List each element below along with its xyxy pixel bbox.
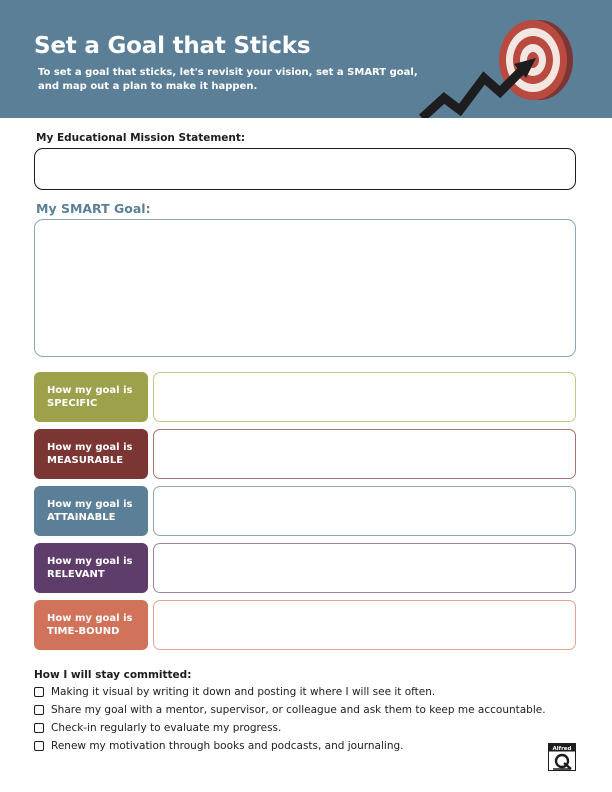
specific-tag: [34, 372, 148, 422]
attainable-tag-line2: ATTAINABLE: [47, 512, 116, 523]
target-with-arrow-icon: [418, 14, 578, 118]
checkbox[interactable]: [34, 741, 44, 751]
time-bound-input[interactable]: [153, 600, 576, 650]
alfred-logo: [548, 743, 576, 771]
measurable-tag-line2: MEASURABLE: [47, 455, 124, 466]
subtitle-line-2: and map out a plan to make it happen.: [38, 81, 258, 92]
time-bound-tag: [34, 600, 148, 650]
specific-tag-line2: SPECIFIC: [47, 398, 98, 409]
page-subtitle: [38, 66, 438, 94]
commitment-title: How I will stay committed:: [34, 669, 192, 681]
relevant-tag-line2: RELEVANT: [47, 569, 105, 580]
relevant-input[interactable]: [153, 543, 576, 593]
measurable-input[interactable]: [153, 429, 576, 479]
logo-text: Alfred: [552, 746, 572, 752]
relevant-tag: [34, 543, 148, 593]
measurable-tag: [34, 429, 148, 479]
specific-input[interactable]: [153, 372, 576, 422]
mission-label: My Educational Mission Statement:: [36, 132, 246, 144]
specific-tag-line1: How my goal is: [47, 385, 133, 396]
time-bound-tag-line1: How my goal is: [47, 613, 133, 624]
measurable-tag-line1: How my goal is: [47, 442, 133, 453]
smart-goal-label: My SMART Goal:: [36, 201, 151, 216]
attainable-input[interactable]: [153, 486, 576, 536]
header-banner: [0, 0, 612, 118]
attainable-tag: [34, 486, 148, 536]
checkbox[interactable]: [34, 705, 44, 715]
commitment-item[interactable]: [34, 686, 435, 698]
page-title: Set a Goal that Sticks: [34, 33, 311, 59]
checkbox[interactable]: [34, 687, 44, 697]
commitment-item-label: Share my goal with a mentor, supervisor, or colleague and ask them to keep me accountable.: [51, 704, 546, 716]
commitment-item-label: Making it visual by writing it down and posting it where I will see it often.: [51, 686, 436, 698]
relevant-tag-line1: How my goal is: [47, 556, 133, 567]
mission-input[interactable]: [34, 148, 576, 190]
subtitle-line-1: To set a goal that sticks, let's revisit your vision, set a SMART goal,: [38, 67, 418, 78]
time-bound-tag-line2: TIME-BOUND: [47, 626, 120, 637]
commitment-item-label: Check-in regularly to evaluate my progress.: [51, 722, 282, 734]
attainable-tag-line1: How my goal is: [47, 499, 133, 510]
commitment-item-label: Renew my motivation through books and podcasts, and journaling.: [51, 740, 404, 752]
smart-goal-input[interactable]: [34, 219, 576, 357]
commitment-item[interactable]: [34, 740, 403, 752]
commitment-item[interactable]: [34, 722, 281, 734]
commitment-item[interactable]: [34, 704, 546, 716]
checkbox[interactable]: [34, 723, 44, 733]
